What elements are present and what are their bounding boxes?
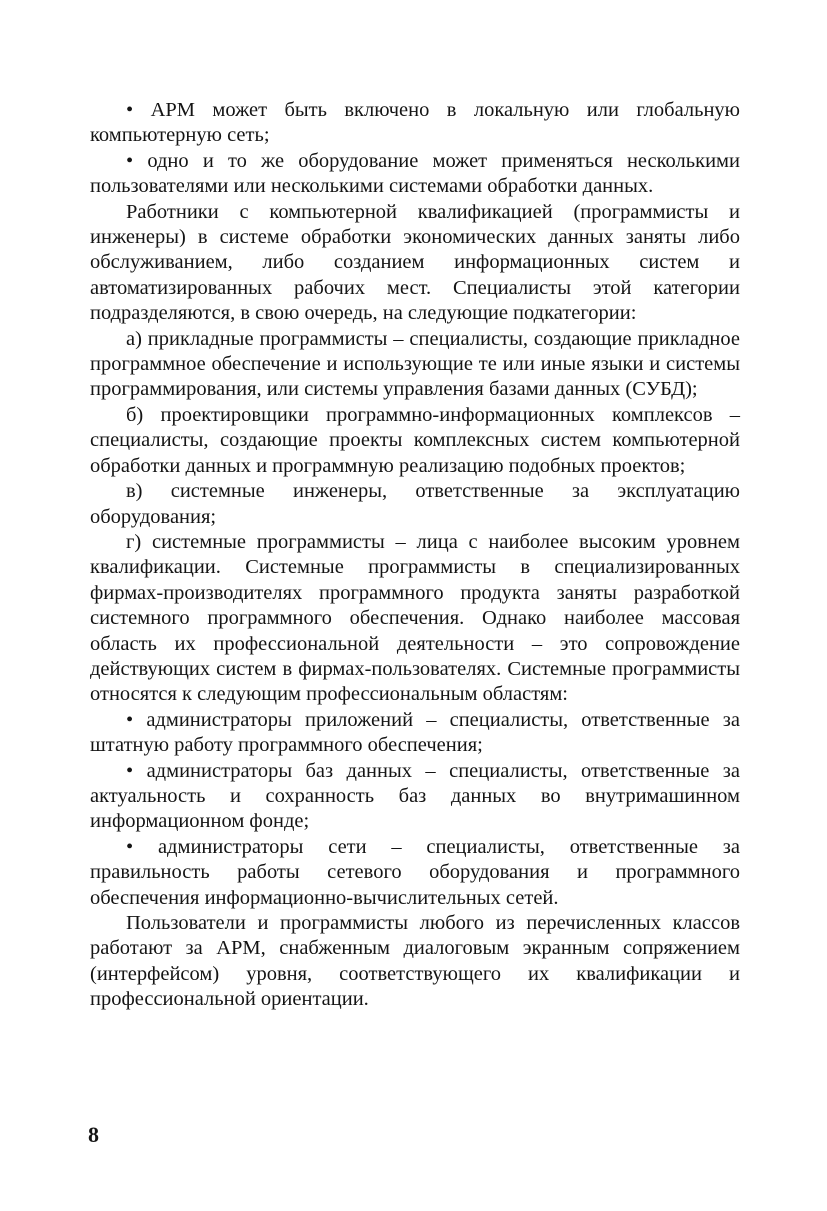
list-item-a: а) прикладные программисты – специалисты, создающие прикладное программное обеспечение и использующие те или иные языки и системы программирования, или системы управления базами данных (СУБД); [90,327,740,401]
bullet-paragraph: • администраторы баз данных – специалисты, ответственные за актуальность и сохранность баз данных во внутримашинном информационном фонде; [90,759,740,833]
page-number: 8 [88,1122,99,1147]
list-item-g: г) системные программисты – лица с наиболее высоким уровнем квалификации. Системные программисты в специализированных фирмах-производителях программного продукта заняты разработкой системного программного обеспечения. Однако наиболее массовая область их профессиональной деятельности – это сопровождение действующих систем в фирмах-пользователях. Системные программисты относятся к следующим профессиональным областям: [90,530,740,706]
paragraph: Работники с компьютерной квалификацией (программисты и инженеры) в системе обработки экономических данных заняты либо обслуживанием, либо созданием информационных систем и автоматизированных рабочих мест. Специалисты этой категории подразделяются, в свою очередь, на следующие подкатегории: [90,200,740,325]
bullet-paragraph: • АРМ может быть включено в локальную или глобальную компьютерную сеть; [90,99,740,147]
list-item-b: б) проектировщики программно-информационных комплексов – специалисты, создающие проекты комплексных систем компьютерной обработки данных и программную реализацию подобных проектов; [90,403,740,477]
bullet-paragraph: • администраторы сети – специалисты, ответственные за правильность работы сетевого оборудования и программного обеспечения информационно-вычислительных сетей. [90,835,740,909]
bullet-paragraph: • администраторы приложений – специалисты, ответственные за штатную работу программного обеспечения; [90,708,740,757]
list-item-v: в) системные инженеры, ответственные за эксплуатацию оборудования; [90,480,740,528]
paragraph: Пользователи и программисты любого из перечисленных классов работают за АРМ, снабженным диалоговым экранным сопряжением (интерфейсом) уровня, соответствующего их квалификации и профессиональной ориентации. [90,912,740,1011]
bullet-paragraph: • одно и то же оборудование может применяться несколькими пользователями или несколькими системами обработки данных. [90,149,740,198]
body-text [90,98,740,1013]
